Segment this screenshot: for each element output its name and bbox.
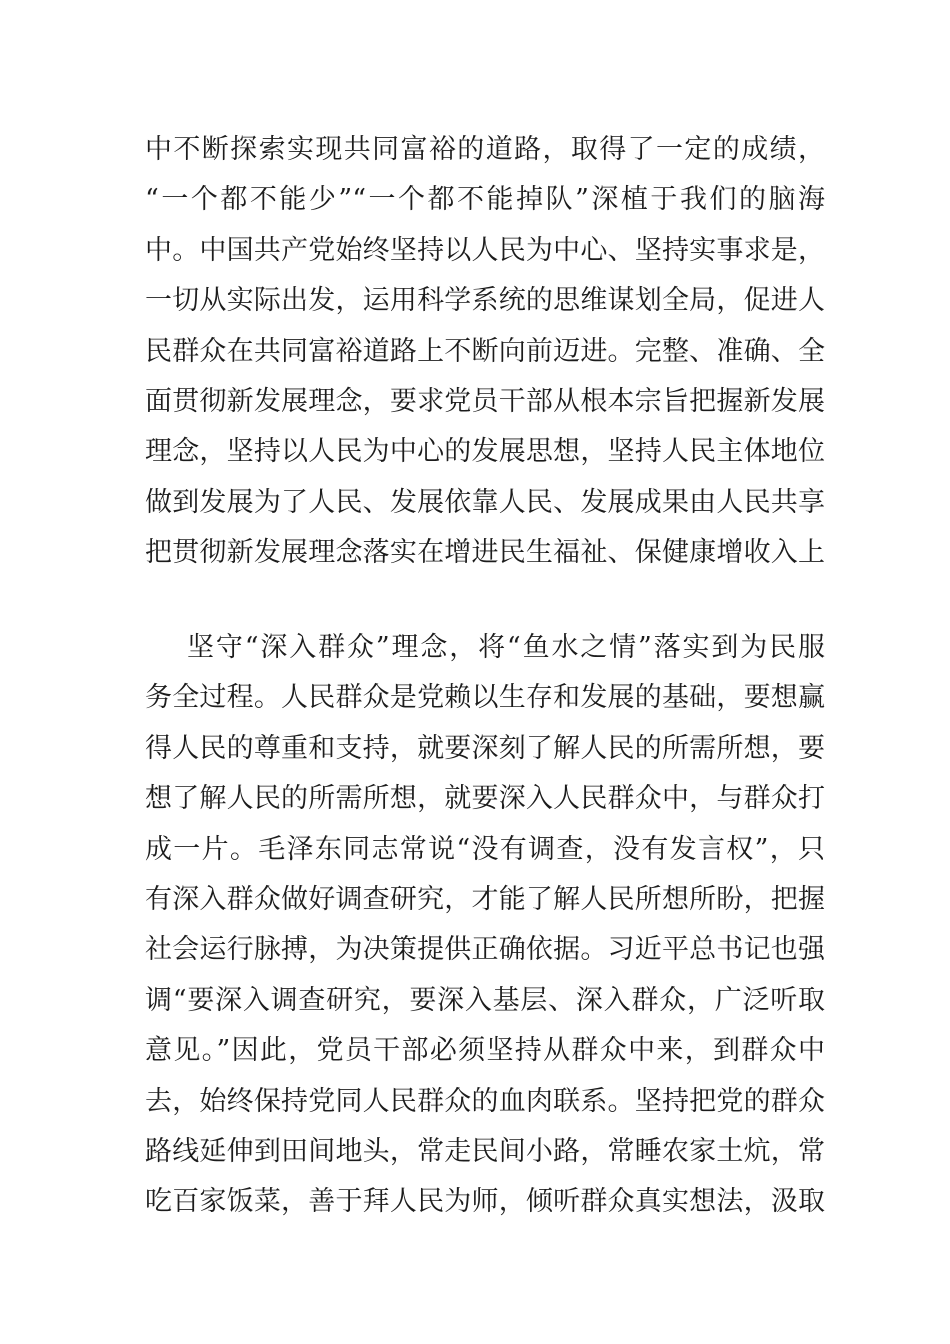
paragraph-2: [145, 623, 825, 1228]
text-line: 成一片。毛泽东同志常说“没有调查，没有发言权”，只: [145, 833, 825, 865]
text-line: 理念，坚持以人民为中心的发展思想，坚持人民主体地位: [145, 436, 825, 468]
text-line: “一个都不能少”“一个都不能掉队”深植于我们的脑海: [145, 184, 825, 216]
text-line: 社会运行脉搏，为决策提供正确依据。习近平总书记也强: [145, 934, 825, 966]
text-line: 民群众在共同富裕道路上不断向前迈进。完整、准确、全: [145, 335, 825, 367]
text-line: 意见。”因此，党员干部必须坚持从群众中来，到群众中: [145, 1035, 825, 1067]
text-line: 中不断探索实现共同富裕的道路，取得了一定的成绩，: [145, 134, 825, 165]
text-line-indented: 坚守“深入群众”理念，将“鱼水之情”落实到为民服: [187, 632, 825, 663]
text-line: 想了解人民的所需所想，就要深入人民群众中，与群众打: [145, 783, 825, 815]
text-line: 调“要深入调查研究，要深入基层、深入群众，广泛听取: [145, 984, 825, 1016]
text-line: 把贯彻新发展理念落实在增进民生福祉、保健康增收入上: [145, 537, 825, 569]
text-line: 有深入群众做好调查研究，才能了解人民所想所盼，把握: [145, 883, 825, 915]
paragraph-1: [145, 125, 825, 579]
text-line: 面贯彻新发展理念，要求党员干部从根本宗旨把握新发展: [145, 385, 825, 417]
text-line: 得人民的尊重和支持，就要深刻了解人民的所需所想，要: [145, 732, 825, 764]
text-line: 一切从实际出发，运用科学系统的思维谋划全局，促进人: [145, 285, 825, 317]
text-line: 中。中国共产党始终坚持以人民为中心、坚持实事求是，: [145, 234, 825, 266]
text-line: 路线延伸到田间地头，常走民间小路，常睡农家土炕，常: [145, 1135, 825, 1167]
text-line: 吃百家饭菜，善于拜人民为师，倾听群众真实想法，汲取: [145, 1186, 825, 1218]
text-line: 做到发展为了人民、发展依靠人民、发展成果由人民共享: [145, 486, 825, 518]
text-line: 去，始终保持党同人民群众的血肉联系。坚持把党的群众: [145, 1085, 825, 1117]
text-line: 务全过程。人民群众是党赖以生存和发展的基础，要想赢: [145, 682, 825, 714]
